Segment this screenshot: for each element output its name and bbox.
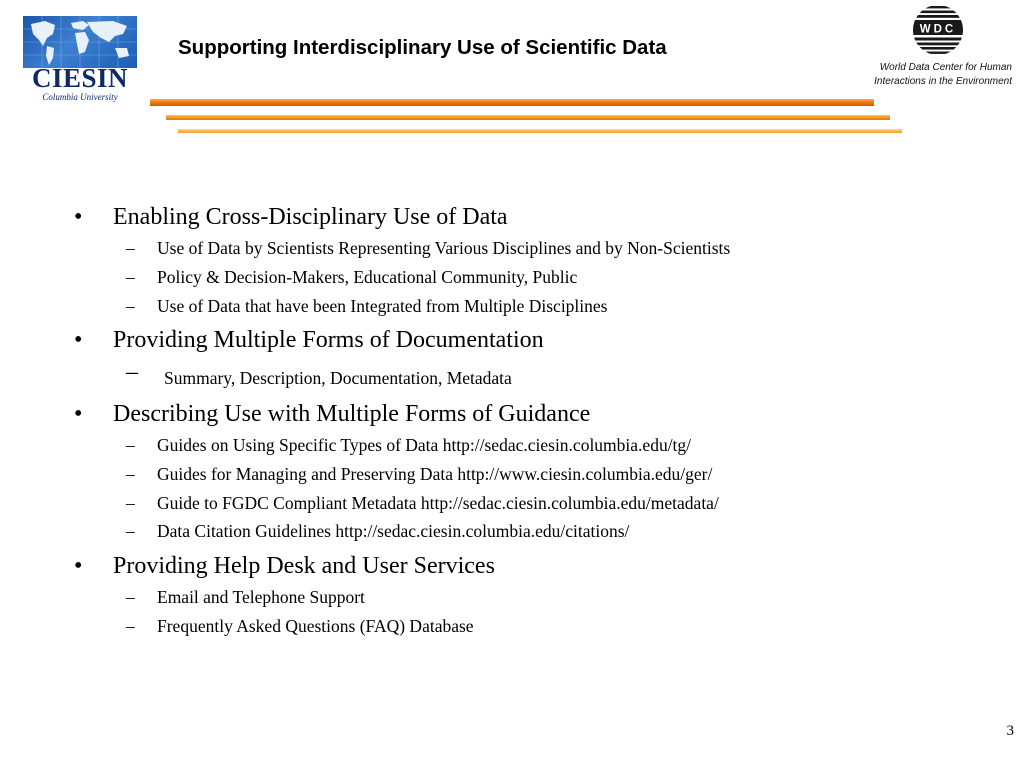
wdc-caption [860, 61, 1012, 89]
sub-item-text: Use of Data by Scientists Representing Various Disciplines and by Non-Scientists [157, 238, 731, 258]
bullet-mark: • [74, 327, 83, 353]
bullet-mark: • [74, 204, 83, 230]
sub-item-text: Policy & Decision-Makers, Educational Community, Public [157, 267, 578, 287]
sub-item-text: Guides for Managing and Preserving Data http://www.ciesin.columbia.edu/ger/ [157, 464, 713, 484]
sub-mark: – [126, 238, 135, 258]
sub-mark: – [126, 359, 138, 385]
sub-mark: – [126, 296, 135, 316]
page-number: 3 [1006, 723, 1014, 739]
bullet-text: Enabling Cross-Disciplinary Use of Data [113, 204, 508, 230]
wdc-logo-icon [905, 4, 971, 56]
bullet-text: Providing Multiple Forms of Documentation [113, 327, 544, 353]
sub-item-text: Guides on Using Specific Types of Data http://sedac.ciesin.columbia.edu/tg/ [157, 435, 692, 455]
sub-item-text: Email and Telephone Support [157, 587, 365, 607]
sub-mark: – [126, 493, 135, 513]
sub-mark: – [126, 267, 135, 287]
bullet-text: Describing Use with Multiple Forms of Guidance [113, 401, 591, 427]
sub-item-text: Use of Data that have been Integrated from Multiple Disciplines [157, 296, 608, 316]
world-map-icon [23, 16, 137, 68]
bullet-text: Providing Help Desk and User Services [113, 553, 495, 579]
wdc-caption-line-1: World Data Center for Human [879, 62, 1012, 73]
svg-text:WDC: WDC [919, 23, 957, 36]
sub-mark: – [126, 435, 135, 455]
bullet-mark: • [74, 401, 83, 427]
sub-mark: – [126, 464, 135, 484]
header-rule-3 [178, 129, 902, 133]
sub-item-text: Frequently Asked Questions (FAQ) Database [157, 616, 474, 636]
sub-mark: – [126, 616, 135, 636]
ciesin-logo [20, 14, 140, 102]
sub-item-text: Guide to FGDC Compliant Metadata http://sedac.ciesin.columbia.edu/metadata/ [157, 493, 719, 513]
sub-mark: – [126, 521, 135, 541]
sub-item-text: Summary, Description, Documentation, Metadata [164, 368, 512, 388]
wdc-caption-line-2: Interactions in the Environment [874, 76, 1012, 87]
header-rule-1 [150, 99, 874, 106]
slide-title: Supporting Interdisciplinary Use of Scientific Data [178, 36, 667, 59]
ciesin-subtitle: Columbia University [42, 92, 118, 102]
header-rule-2 [166, 115, 890, 120]
bullet-mark: • [74, 553, 83, 579]
sub-mark: – [126, 587, 135, 607]
sub-item-text: Data Citation Guidelines http://sedac.ciesin.columbia.edu/citations/ [157, 521, 630, 541]
ciesin-wordmark: CIESIN [31, 63, 129, 93]
